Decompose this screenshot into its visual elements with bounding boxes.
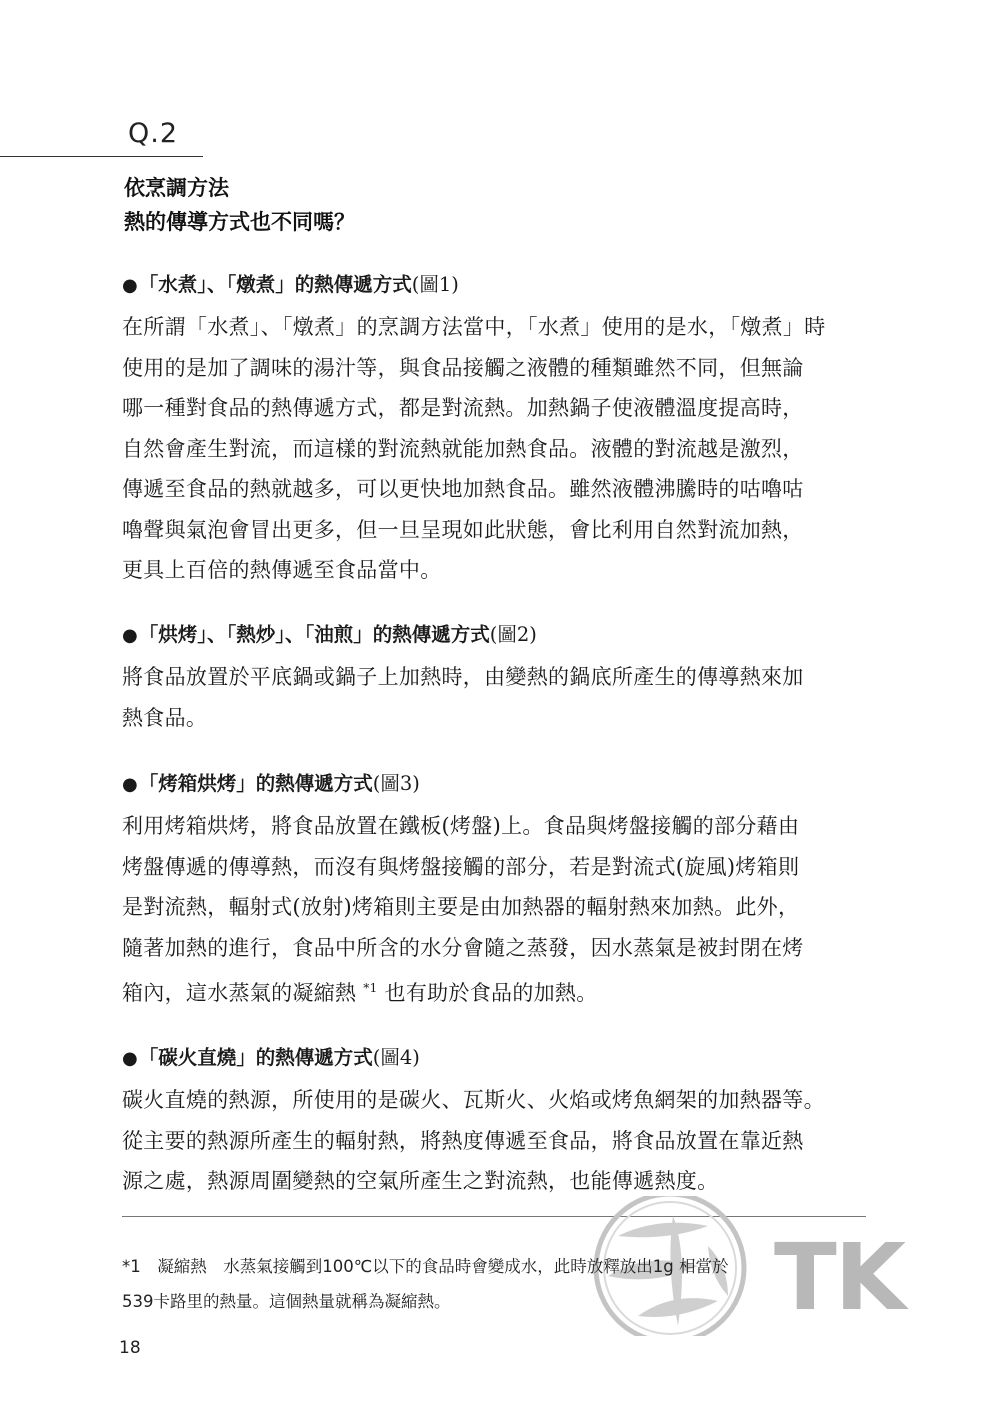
body-line-text: 箱內，這水蒸氣的凝縮熱 — [122, 981, 357, 1005]
body-line: 更具上百倍的熱傳遞至食品當中。 — [122, 558, 442, 582]
body-line: 使用的是加了調味的湯汁等，與食品接觸之液體的種類雖然不同，但無論 — [122, 355, 804, 380]
section-heading — [122, 1043, 867, 1074]
question-title-line1: 依烹調方法 — [124, 176, 229, 200]
body-line: 傳遞至食品的熱就越多，可以更快地加熱食品。雖然液體沸騰時的咕嚕咕 — [122, 477, 804, 501]
body-line: 自然會產生對流，而這樣的對流熱就能加熱食品。液體的對流越是激烈， — [122, 436, 804, 461]
body-line: 在所謂「水煮」、「燉煮」的烹調方法當中，「水煮」使用的是水，「燉煮」時 — [122, 315, 826, 339]
body-line: 源之處，熱源周圍變熱的空氣所產生之對流熱，也能傳遞熱度。 — [122, 1169, 719, 1193]
body-line: 隨著加熱的進行，食品中所含的水分會隨之蒸發，因水蒸氣是被封閉在烤 — [122, 935, 804, 960]
section-heading — [122, 769, 867, 800]
body-line: 利用烤箱烘烤，將食品放置在鐵板(烤盤)上。食品與烤盤接觸的部分藉由 — [122, 814, 800, 838]
section-heading-text: 「烘烤」、「熱炒」、「油煎」的熱傳遞方式 — [138, 623, 490, 646]
footnote-marker: *1 — [363, 981, 378, 995]
footnote-line2: 539卡路里的熱量。這個熱量就稱為凝縮熱。 — [122, 1292, 451, 1311]
body-line: 是對流熱，輻射式(放射)烤箱則主要是由加熱器的輻射熱來加熱。此外， — [122, 895, 800, 919]
section-heading-text: 「水煮」、「燉煮」的熱傳遞方式 — [138, 273, 412, 296]
bullet-icon: ● — [122, 774, 138, 795]
body-line — [122, 968, 867, 1014]
section-pan-frying — [122, 620, 867, 738]
question-title-line2: 熱的傳導方式也不同嗎？ — [124, 210, 355, 234]
section-oven — [122, 769, 867, 1014]
body-line: 從主要的熱源所產生的輻射熱，將熱度傳遞至食品，將食品放置在靠近熱 — [122, 1128, 804, 1153]
body-line: 烤盤傳遞的傳導熱，而沒有與烤盤接觸的部分，若是對流式(旋風)烤箱則 — [122, 854, 800, 879]
figure-ref: (圖4) — [372, 1046, 420, 1069]
page-number: 18 — [119, 1338, 141, 1358]
bullet-icon: ● — [122, 1048, 138, 1069]
figure-ref: (圖1) — [411, 273, 459, 296]
section-heading — [122, 270, 867, 301]
bullet-icon: ● — [122, 275, 138, 296]
section-heading-text: 「碳火直燒」的熱傳遞方式 — [138, 1046, 373, 1069]
figure-ref: (圖3) — [372, 772, 420, 795]
section-boiling — [122, 270, 867, 591]
footnote-line1: *1 凝縮熱 水蒸氣接觸到100℃以下的食品時會變成水，此時放釋放出1g 相當於 — [122, 1257, 729, 1276]
bullet-icon: ● — [122, 625, 138, 646]
body-line: 熱食品。 — [122, 705, 208, 730]
watermark-text: TK — [774, 1224, 905, 1331]
body-line: 碳火直燒的熱源，所使用的是碳火、瓦斯火、火焰或烤魚網架的加熱器等。 — [122, 1088, 825, 1112]
section-heading — [122, 620, 867, 651]
section-heading-text: 「烤箱烘烤」的熱傳遞方式 — [138, 772, 373, 795]
header-rule — [0, 156, 203, 157]
question-number: Q.2 — [128, 118, 179, 149]
section-charcoal — [122, 1043, 867, 1202]
figure-ref: (圖2) — [489, 623, 537, 646]
body-line: 嚕聲與氣泡會冒出更多，但一旦呈現如此狀態，會比利用自然對流加熱， — [122, 517, 804, 542]
body-line: 哪一種對食品的熱傳遞方式，都是對流熱。加熱鍋子使液體溫度提高時， — [122, 396, 804, 420]
body-line: 將食品放置於平底鍋或鍋子上加熱時，由變熱的鍋底所產生的傳導熱來加 — [122, 665, 804, 689]
body-line-text: 也有助於食品的加熱。 — [384, 981, 598, 1005]
